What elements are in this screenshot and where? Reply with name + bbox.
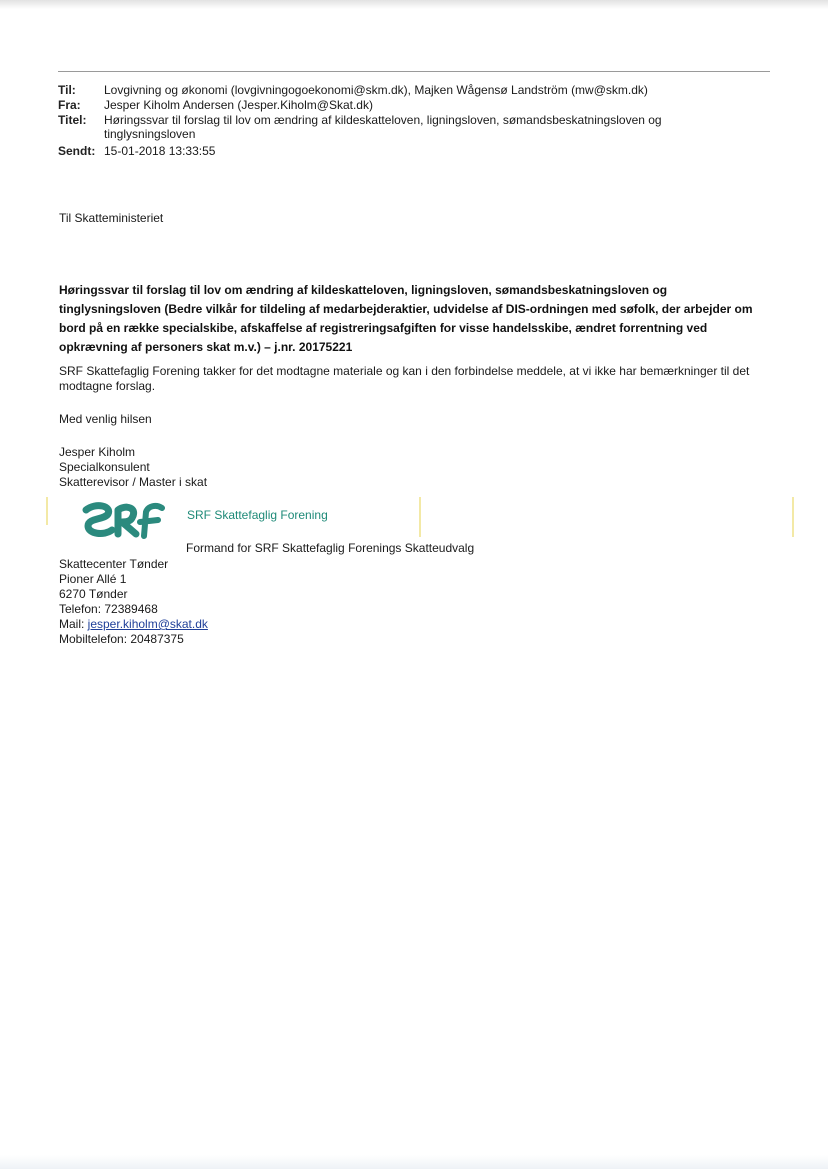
org-name: SRF Skattefaglig Forening [187, 508, 328, 522]
title-value: Høringssvar til forslag til lov om ændring af kildeskatteloven, ligningsloven, sømandsbeskatningsloven og tinglysningsloven [104, 113, 662, 141]
closing-line: Med venlig hilsen [59, 412, 152, 426]
from-label: Fra: [58, 98, 81, 112]
page-top-edge [0, 0, 828, 9]
to-value: Lovgivning og økonomi (lovgivningogoekonomi@skm.dk), Majken Wågensø Landström (mw@skm.dk) [104, 83, 648, 97]
signature-title: Skatterevisor / Master i skat [59, 475, 208, 489]
phone-line: Telefon: 72389468 [59, 602, 158, 616]
body-paragraph: SRF Skattefaglig Forening takker for det modtagne materiale og kan i den forbindelse meddele, at vi ikke har bemærkninger til det modtagne forslag. [59, 364, 750, 393]
org-role: Formand for SRF Skattefaglig Forenings Skatteudvalg [186, 541, 475, 555]
title-label: Titel: [58, 113, 87, 127]
email-link[interactable]: jesper.kiholm@skat.dk [87, 617, 208, 631]
page-bottom-edge [0, 1155, 828, 1169]
sent-label: Sendt: [58, 144, 96, 158]
signature-name: Jesper Kiholm [59, 445, 136, 459]
office-line: Skattecenter Tønder [59, 557, 169, 571]
street-line: Pioner Allé 1 [59, 572, 127, 586]
scan-artifact [419, 497, 421, 537]
signature-role: Specialkonsulent [59, 460, 150, 474]
srf-logo-mark [78, 500, 168, 542]
subject-heading: Høringssvar til forslag til lov om ændring af kildeskatteloven, ligningsloven, sømandsbeskatningsloven og tinglysningsloven (Bedre vilkår for tildeling af medarbejderaktier, udvidelse af DIS-ordningen med søfolk, der arbejder om bord på en række specialskibe, afskaffelse af registreringsafgiften for visse handelsskibe, ændret forrentning ved opkrævning af personers skat m.v.) – j.nr. 20175221 [59, 283, 753, 354]
scan-artifact [46, 497, 48, 525]
recipient-line: Til Skatteministeriet [59, 211, 164, 225]
header-divider [58, 71, 770, 72]
to-label: Til: [58, 83, 76, 97]
mail-label: Mail: [59, 617, 88, 631]
mobile-line: Mobiltelefon: 20487375 [59, 632, 184, 646]
srf-logo [78, 500, 168, 542]
mail-line [59, 617, 208, 632]
sent-value: 15-01-2018 13:33:55 [104, 144, 216, 158]
scan-artifact [792, 497, 794, 537]
city-line: 6270 Tønder [59, 587, 128, 601]
from-value: Jesper Kiholm Andersen (Jesper.Kiholm@Skat.dk) [104, 98, 373, 112]
